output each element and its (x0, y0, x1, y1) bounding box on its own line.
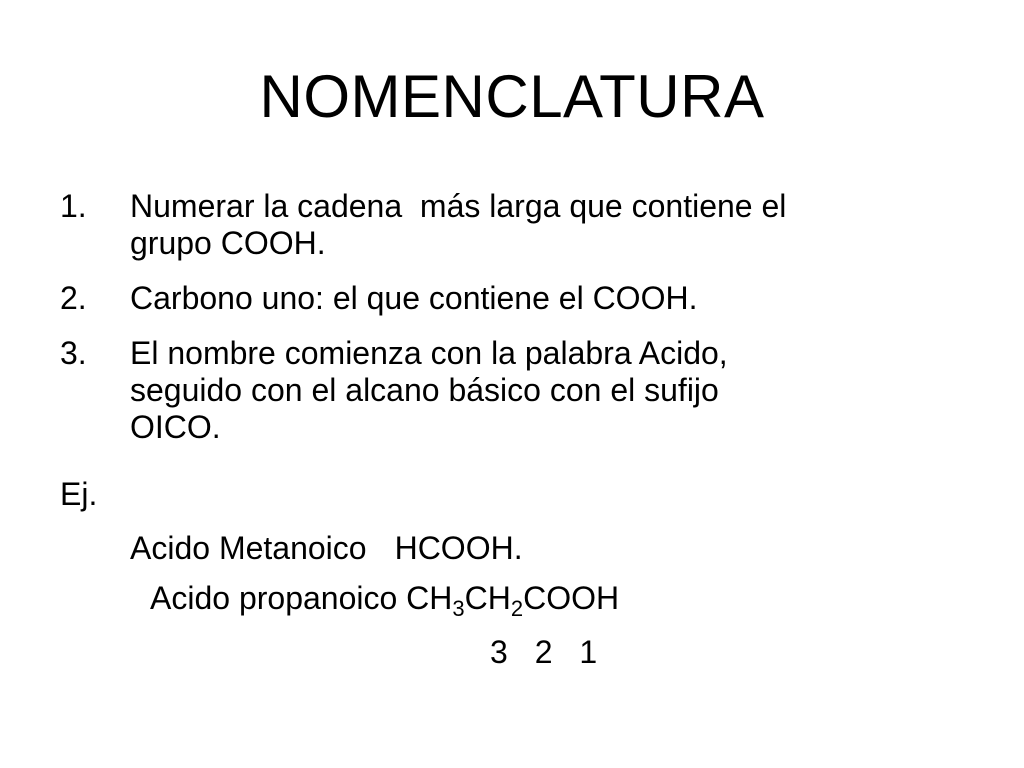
list-item-text (130, 280, 980, 317)
slide-title: NOMENCLATURA (259, 63, 765, 130)
list-item-number: 1. (60, 188, 87, 224)
list-item-line: El nombre comienza con la palabra Acido, (130, 335, 728, 371)
example-2-name: Acido propanoico (150, 580, 398, 616)
list-item-line: Carbono uno: el que contiene el COOH. (130, 280, 698, 316)
list-item-line: Numerar la cadena más larga que contiene el (130, 188, 787, 224)
example-2-formula: $CH_3CH_2COOH$ (406, 580, 620, 621)
list-item-number: 3. (60, 335, 87, 371)
example-label: Ej. (60, 476, 98, 512)
list-item-line: OICO. (130, 409, 221, 445)
example-1-name: Acido Metanoico (130, 530, 367, 566)
carbon-number: 3 (490, 634, 508, 670)
example-1 (130, 530, 523, 567)
carbon-number: 2 (534, 634, 553, 670)
list-item-line: grupo COOH. (130, 225, 326, 261)
example-1-formula: HCOOH. (394, 530, 523, 566)
carbon-numbering (490, 634, 597, 671)
list-item-number: 2. (60, 280, 87, 316)
carbon-number: 1 (579, 634, 598, 670)
list-item-text (130, 335, 980, 446)
list-item-text (130, 188, 980, 262)
example-2 (150, 580, 620, 621)
list-item-line: seguido con el alcano básico con el sufijo (130, 372, 719, 408)
